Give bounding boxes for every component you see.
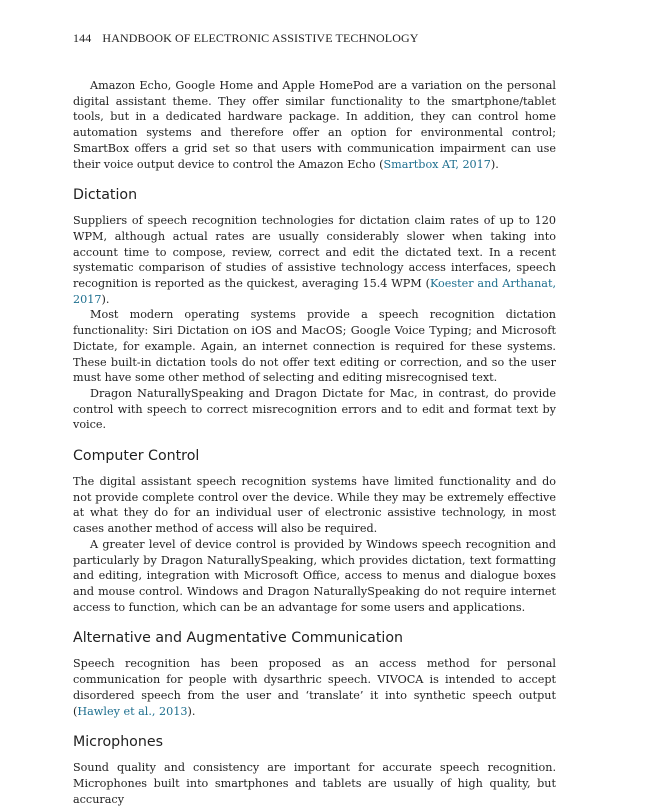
dictation-paragraph-1: Suppliers of speech recognition technologies for dictation claim rates of up to 120 WPM, although actual rates are usually considerably slower when taking into account time to compose, review, correct and edit the dictated text. In a recent systematic comparison of studies of assistive technology access interfaces, speech recognition is reported as the quickest, averaging 15.4 WPM (Koester and Arthanat, 2017). [73,214,556,306]
intro-paragraph: Amazon Echo, Google Home and Apple HomePod are a variation on the personal digital assistant theme. They offer similar functionality to the smartphone/tablet tools, but in a dedicated hardware package. In addition, they can control home automation systems and therefore offer an option for environmental control; SmartBox offers a grid set so that users with communication impairment can use their voice output device to control the Amazon Echo (Smartbox AT, 2017). [73,79,556,171]
dictation-paragraph-2: Most modern operating systems provide a speech recognition dictation functionality: Siri Dictation on iOS and MacOS; Google Voice Typing; and Microsoft Dictate, for example. Again, an internet connection is required for these systems. These built-in dictation tools do not offer text editing or correction, and so the user must have some other method of selecting and editing misrecognised text. [73,308,556,385]
running-head [73,31,419,46]
book-title: HANDBOOK OF ELECTRONIC ASSISTIVE TECHNOLOGY [102,31,419,45]
microphones-paragraph-1: Sound quality and consistency are important for accurate speech recognition. Microphones built into smartphones and tablets are usually of high quality, but accuracy [73,761,556,806]
page-body [73,78,556,807]
aac-paragraph-1: Speech recognition has been proposed as an access method for personal communication for people with dysarthric speech. VIVOCA is intended to accept disordered speech from the user and ‘translate’ it into synthetic speech output (Hawley et al., 2013). [73,657,556,718]
citation-link[interactable]: Koester and Arthanat, 2017 [73,277,556,306]
citation-link[interactable]: Hawley et al., 2013 [77,704,188,718]
computer-control-paragraph-1: The digital assistant speech recognition systems have limited functionality and do not provide complete control over the device. While they may be extremely effective at what they do for an individual user of electronic assistive technology, in most cases another method of access will also be required. [73,475,556,536]
dictation-paragraph-3: Dragon NaturallySpeaking and Dragon Dictate for Mac, in contrast, do provide control with speech to correct misrecognition errors and to edit and format text by voice. [73,386,556,432]
page-number: 144 [73,31,92,45]
section-heading-dictation: Dictation [73,187,138,204]
section-heading-aac: Alternative and Augmentative Communication [73,630,404,647]
section-heading-computer-control: Computer Control [73,448,200,465]
section-heading-microphones: Microphones [73,734,163,751]
citation-link[interactable]: Smartbox AT, 2017 [383,157,491,171]
computer-control-paragraph-2: A greater level of device control is provided by Windows speech recognition and particularly by Dragon NaturallySpeaking, which provides dictation, text formatting and editing, integration with Microsoft Office, access to menus and dialogue boxes and mouse control. Windows and Dragon NaturallySpeaking do not require internet access to function, which can be an advantage for some users and applications. [73,537,556,614]
